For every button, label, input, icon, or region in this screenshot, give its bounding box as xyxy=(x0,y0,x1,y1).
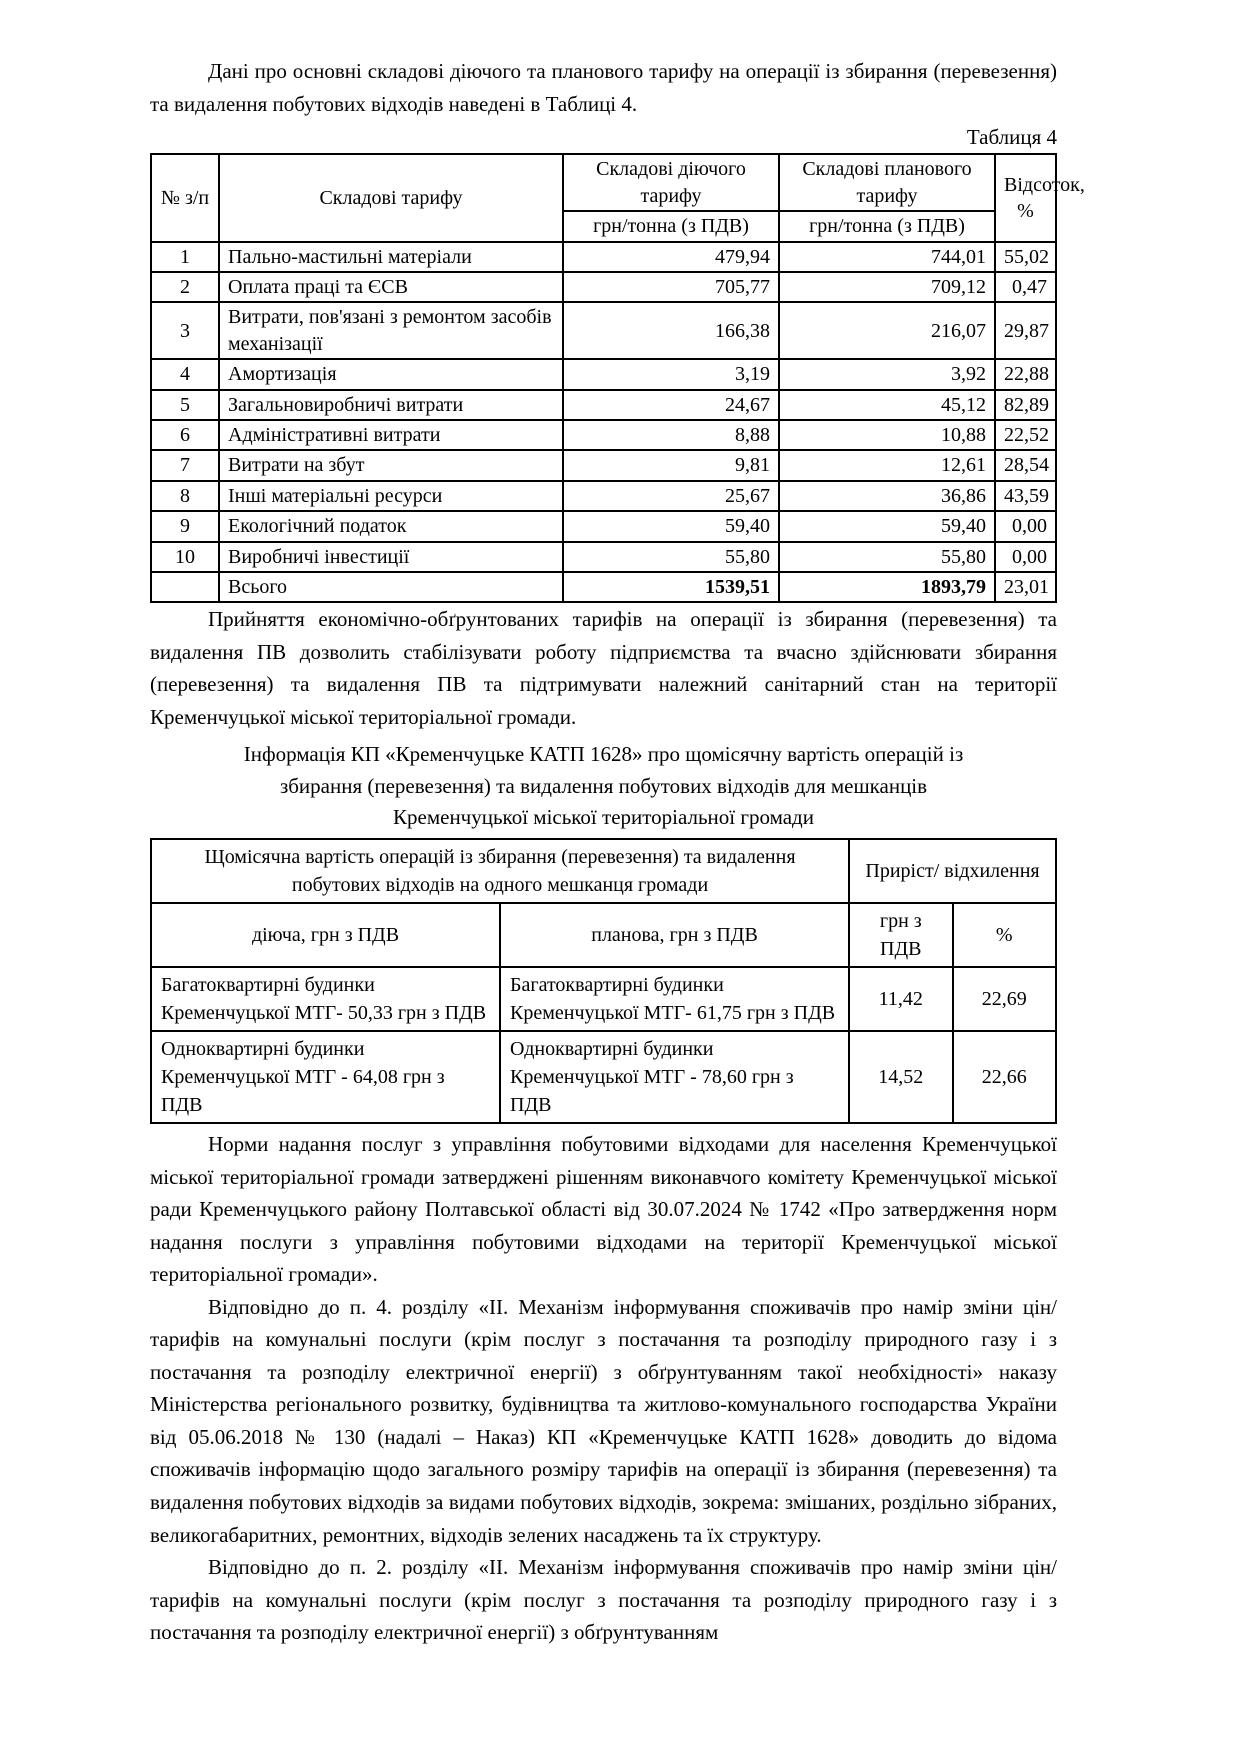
tariff-components-table xyxy=(150,153,1085,603)
info-heading-line: Інформація КП «Кременчуцьке КАТП 1628» про щомісячну вартість операцій із xyxy=(243,742,964,767)
header-current-price: діюча, грн з ПДВ xyxy=(151,903,500,967)
cell-name: Загальновиробничі витрати xyxy=(219,390,563,420)
cell-planned: 216,07 xyxy=(779,302,995,359)
cell-planned: 59,40 xyxy=(779,511,995,541)
cell-num: 8 xyxy=(151,481,219,511)
cell-current: 705,77 xyxy=(563,272,779,302)
header-row xyxy=(151,839,1056,903)
cell-num: 3 xyxy=(151,302,219,359)
col-header-name: Складові тарифу xyxy=(219,154,563,241)
cell-planned: 45,12 xyxy=(779,390,995,420)
cell-planned: 55,80 xyxy=(779,542,995,572)
table-row xyxy=(151,272,1056,302)
header-monthly-cost: Щомісячна вартість операцій із збирання (перевезення) та видалення побутових відходів на одного мешканця громади xyxy=(151,839,849,903)
table-row xyxy=(151,359,1056,389)
cell-num: 10 xyxy=(151,542,219,572)
monthly-cost-table xyxy=(150,838,1057,1124)
cell-delta-percent: 22,69 xyxy=(953,967,1057,1031)
cell-num: 5 xyxy=(151,390,219,420)
cell-name: Екологічний податок xyxy=(219,511,563,541)
cell-percent: 0,00 xyxy=(995,542,1056,572)
cell-delta-percent: 22,66 xyxy=(953,1031,1057,1123)
cell-num: 4 xyxy=(151,359,219,389)
total-current-cell: 1539,51 xyxy=(563,572,779,602)
tariff-table-head xyxy=(151,154,1085,241)
cell-current: 166,38 xyxy=(563,302,779,359)
cell-num: 7 xyxy=(151,450,219,480)
table-row xyxy=(151,302,1056,359)
cell-current-desc: Одноквартирні будинки Кременчуцької МТГ - 64,08 грн з ПДВ xyxy=(151,1031,500,1123)
cell-delta-uah: 14,52 xyxy=(849,1031,952,1123)
total-empty-cell xyxy=(151,572,219,602)
cell-planned-desc: Одноквартирні будинки Кременчуцької МТГ - 78,60 грн з ПДВ xyxy=(500,1031,849,1123)
cost-row xyxy=(151,1031,1056,1123)
header-row xyxy=(151,154,1056,211)
cell-planned: 36,86 xyxy=(779,481,995,511)
monthly-cost-table-body xyxy=(151,967,1056,1123)
cell-num: 6 xyxy=(151,420,219,450)
header-delta-uah: грн з ПДВ xyxy=(849,903,952,967)
cell-planned-desc: Багатоквартирні будинки Кременчуцької МТГ- 61,75 грн з ПДВ xyxy=(500,967,849,1031)
col-header-unit-current: грн/тонна (з ПДВ) xyxy=(563,211,779,241)
cell-name: Оплата праці та ЄСВ xyxy=(219,272,563,302)
cell-current: 55,80 xyxy=(563,542,779,572)
cell-planned: 10,88 xyxy=(779,420,995,450)
cell-current: 25,67 xyxy=(563,481,779,511)
cell-current: 3,19 xyxy=(563,359,779,389)
total-row xyxy=(151,572,1056,602)
table-row xyxy=(151,242,1056,272)
cell-name: Виробничі інвестиції xyxy=(219,542,563,572)
cell-current: 479,94 xyxy=(563,242,779,272)
header-delta: Приріст/ відхилення xyxy=(849,839,1056,903)
col-header-current-tariff: Складові діючого тарифу xyxy=(563,154,779,211)
cell-name: Витрати, пов'язані з ремонтом засобів механізації xyxy=(219,302,563,359)
cost-row xyxy=(151,967,1056,1031)
col-header-percent: Відсоток, % xyxy=(995,154,1056,241)
cell-planned: 3,92 xyxy=(779,359,995,389)
cell-percent: 0,00 xyxy=(995,511,1056,541)
cell-name: Інші матеріальні ресурси xyxy=(219,481,563,511)
cell-planned: 744,01 xyxy=(779,242,995,272)
cell-percent: 43,59 xyxy=(995,481,1056,511)
cell-num: 9 xyxy=(151,511,219,541)
header-planned-price: планова, грн з ПДВ xyxy=(500,903,849,967)
cell-percent: 0,47 xyxy=(995,272,1056,302)
cell-percent: 55,02 xyxy=(995,242,1056,272)
section2-paragraph: Відповідно до п. 2. розділу «ІІ. Механізм інформування споживачів про намір зміни цін/тарифів на комунальні послуги (крім послуг з постачання та розподілу природного газу і з постачання та розподілу електричної енергії) з обґрунтуванням xyxy=(150,1555,1057,1645)
cell-percent: 22,52 xyxy=(995,420,1056,450)
cell-name: Адміністративні витрати xyxy=(219,420,563,450)
header-delta-percent: % xyxy=(953,903,1057,967)
cell-percent: 29,87 xyxy=(995,302,1056,359)
col-header-planned-tariff: Складові планового тарифу xyxy=(779,154,995,211)
cell-num: 2 xyxy=(151,272,219,302)
cell-name: Амортизація xyxy=(219,359,563,389)
cell-current: 8,88 xyxy=(563,420,779,450)
tariff-adoption-paragraph: Прийняття економічно-обґрунтованих тарифів на операції із збирання (перевезення) та видалення ПВ дозволить стабілізувати роботу підприємства та вчасно здійснювати збирання (перевезення) та видалення ПВ та підтримувати належний санітарний стан на території Кременчуцької міської територіальної громади. xyxy=(150,607,1057,729)
total-label-cell: Всього xyxy=(219,572,563,602)
table-row xyxy=(151,511,1056,541)
table4-caption: Таблиця 4 xyxy=(966,125,1057,150)
total-planned-cell: 1893,79 xyxy=(779,572,995,602)
table-row xyxy=(151,420,1056,450)
cell-current: 9,81 xyxy=(563,450,779,480)
cell-num: 1 xyxy=(151,242,219,272)
cell-percent: 28,54 xyxy=(995,450,1056,480)
cell-current: 59,40 xyxy=(563,511,779,541)
table-row xyxy=(151,542,1056,572)
table-row xyxy=(151,390,1056,420)
monthly-cost-table-head xyxy=(151,839,1056,967)
cell-current-desc: Багатоквартирні будинки Кременчуцької МТГ- 50,33 грн з ПДВ xyxy=(151,967,500,1031)
cell-planned: 12,61 xyxy=(779,450,995,480)
header-sub-row xyxy=(151,903,1056,967)
info-heading-line: Кременчуцької міської територіальної громади xyxy=(393,805,814,830)
cell-current: 24,67 xyxy=(563,390,779,420)
table-row xyxy=(151,481,1056,511)
total-percent-cell: 23,01 xyxy=(995,572,1056,602)
norms-paragraph: Норми надання послуг з управління побутовими відходами для населення Кременчуцької міської територіальної громади затверджені рішенням виконавчого комітету Кременчуцької міської ради Кременчуцького району Полтавської області від 30.07.2024 № 1742 «Про затвердження норм надання послуги з управління побутовими відходами на території Кременчуцької міської територіальної громади». xyxy=(150,1131,1057,1287)
cell-name: Витрати на збут xyxy=(219,450,563,480)
col-header-unit-planned: грн/тонна (з ПДВ) xyxy=(779,211,995,241)
cell-percent: 22,88 xyxy=(995,359,1056,389)
info-heading xyxy=(150,739,1057,834)
col-header-num: № з/п xyxy=(151,154,219,241)
info-heading-line: збирання (перевезення) та видалення побутових відходів для мешканців xyxy=(279,773,928,798)
cell-percent: 82,89 xyxy=(995,390,1056,420)
cell-planned: 709,12 xyxy=(779,272,995,302)
cell-delta-uah: 11,42 xyxy=(849,967,952,1031)
intro-paragraph: Дані про основні складові діючого та планового тарифу на операції із збирання (перевезення) та видалення побутових відходів наведені в Таблиці 4. xyxy=(150,59,1057,116)
cell-name: Пально-мастильні матеріали xyxy=(219,242,563,272)
table-row xyxy=(151,450,1056,480)
section4-paragraph: Відповідно до п. 4. розділу «ІІ. Механізм інформування споживачів про намір зміни цін/тарифів на комунальні послуги (крім послуг з постачання та розподілу природного газу і з постачання та розподілу електричної енергії) з обґрунтуванням такої необхідності» наказу Міністерства регіонального розвитку, будівництва та житлово-комунального господарства України від 05.06.2018 № 130 (надалі – Наказ) КП «Кременчуцьке КАТП 1628» доводить до відома споживачів інформацію щодо загального розміру тарифів на операції із збирання (перевезення) та видалення побутових відходів за видами побутових відходів, зокрема: змішаних, роздільно зібраних, великогабаритних, ремонтних, відходів зелених насаджень та їх структуру. xyxy=(150,1294,1057,1547)
tariff-table-body xyxy=(151,242,1056,603)
